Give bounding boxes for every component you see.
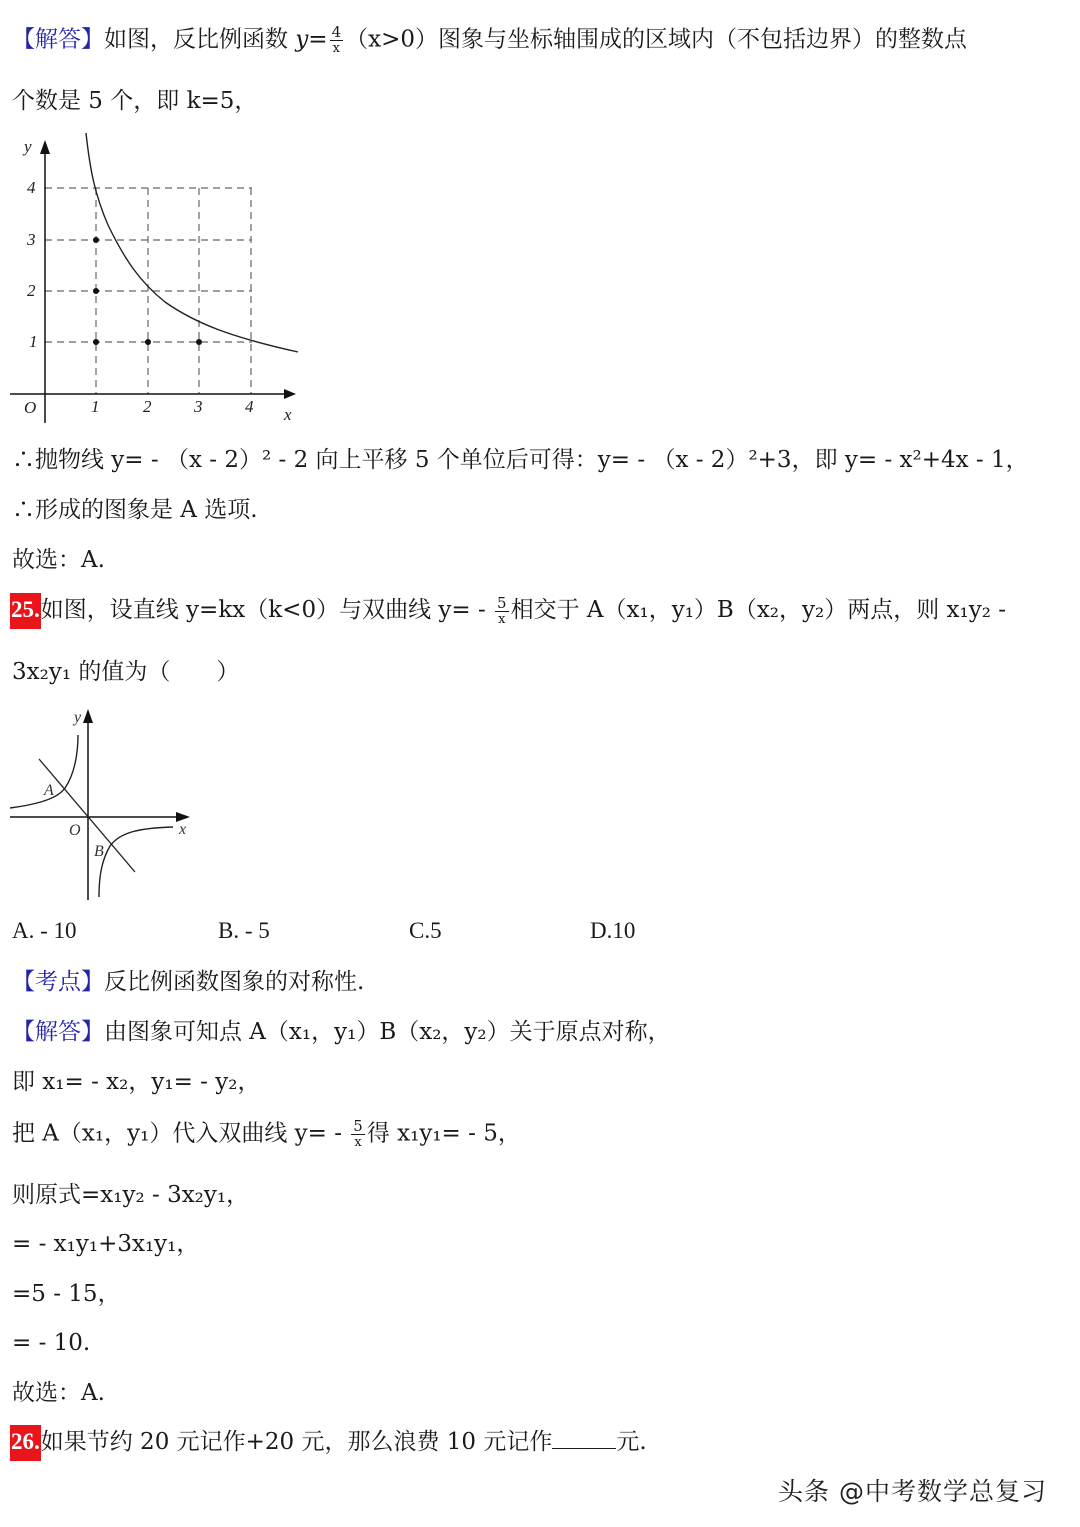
numerator: 4	[331, 23, 342, 41]
q25-solution-line-2: 即 x₁= - x₂，y₁= - y₂，	[12, 1069, 261, 1095]
text: 由图象可知点 A（x₁，y₁）B（x₂，y₂）关于原点对称，	[104, 1019, 671, 1045]
fraction	[351, 1118, 365, 1151]
keypoint-line	[12, 967, 364, 997]
option-c: C.5	[409, 918, 442, 943]
svg-text:A: A	[44, 782, 54, 799]
answer-blank[interactable]	[552, 1426, 616, 1449]
question-number-badge: 26.	[10, 1425, 41, 1461]
text: 把 A（x₁，y₁）代入双曲线 y= -	[12, 1120, 350, 1147]
watermark: 头条 @中考数学总复习	[778, 1477, 1047, 1506]
svg-text:O: O	[24, 398, 37, 417]
q25-solution-line-3	[12, 1118, 521, 1151]
option-d: D.10	[590, 918, 636, 943]
denominator: x	[332, 41, 341, 56]
text: 元.	[616, 1429, 647, 1455]
solution-line-2: 个数是 5 个，即 k=5，	[12, 88, 258, 114]
numerator: 5	[497, 593, 507, 612]
q25-solution-line-1	[12, 1017, 671, 1047]
text: 如图，反比例函数	[104, 26, 296, 53]
text: 如果节约 20 元记作+20 元，那么浪费 10 元记作	[40, 1429, 553, 1455]
svg-text:2: 2	[143, 397, 152, 416]
text: 得 x₁y₁= - 5，	[366, 1120, 521, 1147]
text: 反比例函数图象的对称性.	[104, 969, 365, 995]
fraction	[330, 24, 344, 57]
option-b: B. - 5	[218, 918, 270, 943]
text: 如图，设直线 y=kx（k<0）与双曲线 y= -	[40, 597, 494, 623]
graph-hyperbola-line	[0, 700, 200, 910]
question-25-line-2: 3x₂y₁ 的值为（ ）	[12, 659, 240, 685]
keypoint-label: 【考点】	[12, 969, 104, 995]
svg-text:B: B	[94, 843, 104, 860]
svg-text:3: 3	[194, 397, 203, 416]
question-26	[10, 1425, 647, 1461]
option-a: A. - 10	[12, 918, 77, 943]
fraction	[495, 595, 509, 628]
question-25-line-1	[10, 593, 1006, 629]
question-number-badge: 25.	[10, 593, 41, 629]
denominator: x	[498, 611, 506, 627]
answer-label: 【解答】	[12, 26, 104, 53]
answer-label: 【解答】	[12, 1019, 104, 1045]
denominator: x	[354, 1135, 362, 1150]
svg-text:1: 1	[91, 397, 100, 416]
equation: y=	[295, 26, 328, 53]
numerator: 5	[353, 1117, 363, 1135]
q25-solution-line-8: 故选：A.	[12, 1380, 105, 1406]
text: （x>0）图象与坐标轴围成的区域内（不包括边界）的整数点	[345, 26, 968, 53]
svg-text:4: 4	[27, 178, 36, 197]
q25-solution-line-6: =5 - 15，	[12, 1281, 121, 1307]
graph-inverse-function	[0, 130, 320, 430]
q25-solution-line-5: = - x₁y₁+3x₁y₁，	[12, 1231, 200, 1257]
svg-text:1: 1	[29, 332, 38, 351]
svg-text:3: 3	[27, 230, 36, 249]
solution-line-4: ∴形成的图象是 A 选项.	[12, 497, 258, 523]
svg-text:y: y	[24, 137, 32, 156]
svg-text:O: O	[69, 822, 81, 839]
solution-line-1	[12, 24, 967, 57]
text: 相交于 A（x₁，y₁）B（x₂，y₂）两点，则 x₁y₂ -	[510, 597, 1007, 623]
svg-text:y: y	[74, 709, 82, 726]
svg-text:x: x	[284, 405, 292, 424]
solution-line-3: ∴抛物线 y= - （x - 2）² - 2 向上平移 5 个单位后可得：y= - （x - 2）²+3，即 y= - x²+4x - 1，	[12, 447, 1029, 473]
svg-text:4: 4	[245, 397, 254, 416]
svg-text:x: x	[179, 821, 187, 838]
q25-solution-line-7: = - 10.	[12, 1330, 91, 1356]
svg-text:2: 2	[27, 281, 36, 300]
q25-solution-line-4: 则原式=x₁y₂ - 3x₂y₁，	[12, 1182, 250, 1208]
solution-line-5: 故选：A.	[12, 547, 105, 573]
